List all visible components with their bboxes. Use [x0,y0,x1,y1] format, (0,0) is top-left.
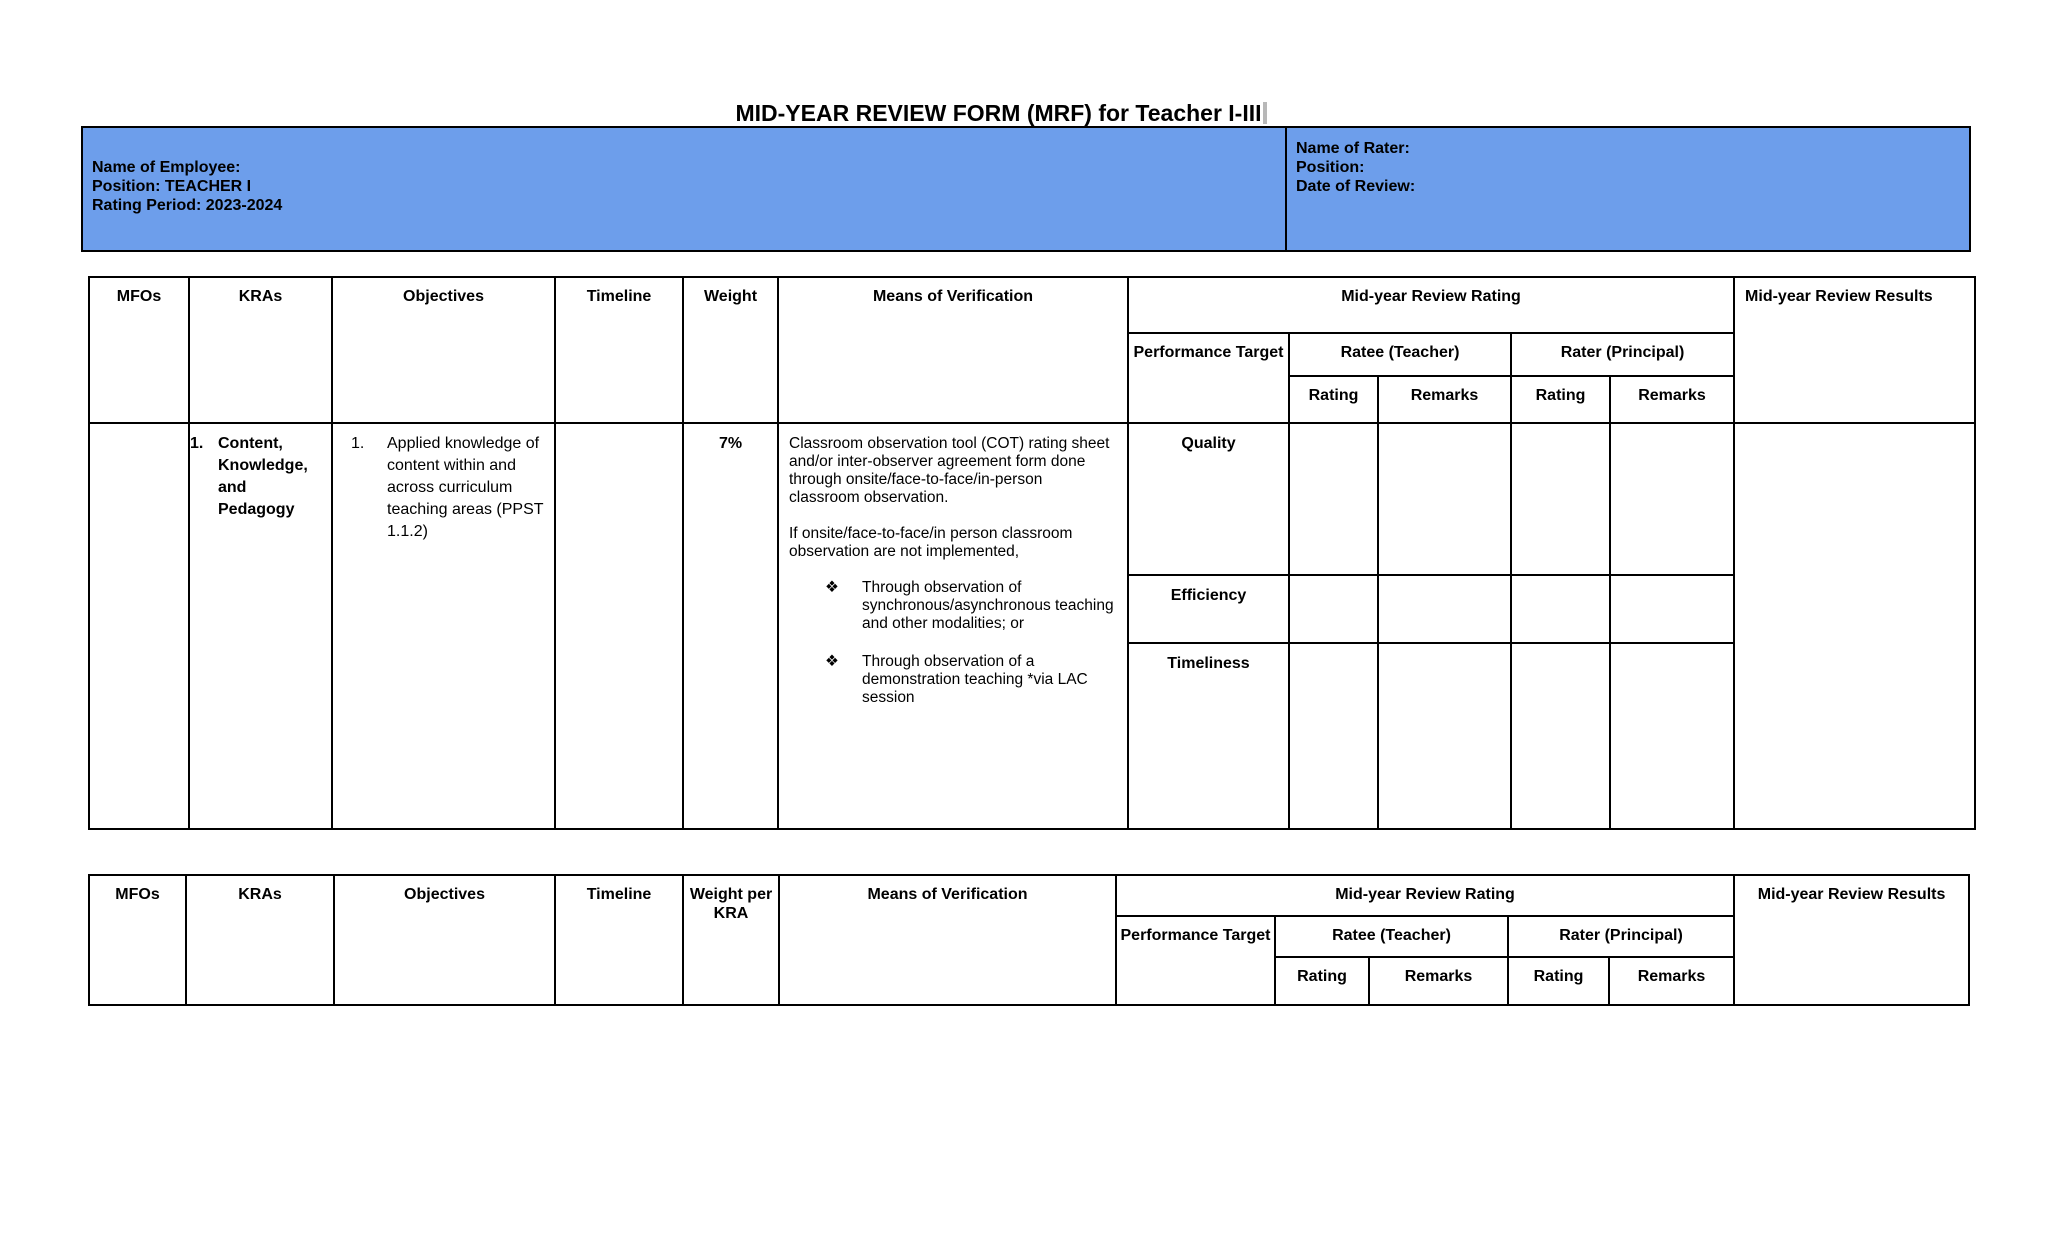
timeliness-ratee-remarks[interactable] [1378,643,1511,829]
header-rater-rating: Rating [1508,957,1609,1005]
employee-info-box [81,126,1971,252]
cell-timeline [555,423,683,829]
quality-rater-remarks[interactable] [1610,423,1734,575]
kra-text: Content, Knowledge, and Pedagogy [218,435,308,518]
header-mfos: MFOs [89,875,186,1005]
timeliness-rater-rating[interactable] [1511,643,1610,829]
efficiency-rater-rating[interactable] [1511,575,1610,643]
page-title [0,100,2002,127]
target-timeliness: Timeliness [1128,643,1289,829]
mov-bullet-1-text: Through observation of synchronous/asynchronous teaching and other modalities; or [862,579,1114,632]
cell-kra [189,423,332,829]
employee-info [92,158,282,215]
header-timeline: Timeline [555,875,683,1005]
header-rater-rating: Rating [1511,376,1610,423]
form-title: MID-YEAR REVIEW FORM (MRF) for Teacher I-III [735,100,1262,126]
bullet-diamond-icon: ❖ [825,653,839,670]
header-performance-target: Performance Target [1128,333,1289,423]
header-weight-per-kra: Weight per KRA [683,875,779,1005]
timeliness-ratee-rating[interactable] [1289,643,1378,829]
cell-objective [332,423,555,829]
target-efficiency: Efficiency [1128,575,1289,643]
header-performance-target: Performance Target [1116,916,1275,1005]
header-ratee-rating: Rating [1275,957,1369,1005]
mov-paragraph-1: Classroom observation tool (COT) rating sheet and/or inter-observer agreement form done through onsite/face-to-face/in-person classroom observation. [789,435,1110,506]
mov-bullet-2 [789,653,1117,707]
header-rater-remarks: Remarks [1609,957,1734,1005]
rater-name-label: Name of Rater: [1296,140,1410,157]
header-ratee: Ratee (Teacher) [1289,333,1511,376]
header-results: Mid-year Review Results [1734,875,1969,1005]
header-objectives: Objectives [332,277,555,423]
mov-bullet-2-text: Through observation of a demonstration teaching *via LAC session [862,653,1088,706]
header-rating-group: Mid-year Review Rating [1116,875,1734,916]
info-divider [1285,128,1287,250]
employee-position: Position: TEACHER I [92,178,252,195]
objective-number: 1. [351,435,365,452]
efficiency-ratee-rating[interactable] [1289,575,1378,643]
quality-ratee-rating[interactable] [1289,423,1378,575]
header-mov: Means of Verification [779,875,1116,1005]
mov-paragraph-2: If onsite/face-to-face/in person classroom observation are not implemented, [789,525,1073,560]
header-weight: Weight [683,277,778,423]
header-kras: KRAs [186,875,334,1005]
quality-ratee-remarks[interactable] [1378,423,1511,575]
review-table-1 [88,276,1976,830]
header-rater: Rater (Principal) [1511,333,1734,376]
header-rater: Rater (Principal) [1508,916,1734,957]
header-mov: Means of Verification [778,277,1128,423]
header-ratee-remarks: Remarks [1369,957,1508,1005]
header-rating-group: Mid-year Review Rating [1128,277,1734,333]
rater-info [1296,139,1415,196]
header-kras: KRAs [189,277,332,423]
cell-results[interactable] [1734,423,1975,829]
timeliness-rater-remarks[interactable] [1610,643,1734,829]
header-ratee-rating: Rating [1289,376,1378,423]
header-objectives: Objectives [334,875,555,1005]
efficiency-ratee-remarks[interactable] [1378,575,1511,643]
text-cursor [1263,102,1267,124]
bullet-diamond-icon: ❖ [825,579,839,596]
header-rater-remarks: Remarks [1610,376,1734,423]
cell-means-of-verification [778,423,1128,829]
kra-number: 1. [190,435,204,452]
mov-bullet-1 [789,579,1117,633]
cell-mfos [89,423,189,829]
target-quality: Quality [1128,423,1289,575]
header-ratee-remarks: Remarks [1378,376,1511,423]
header-ratee: Ratee (Teacher) [1275,916,1508,957]
header-results: Mid-year Review Results [1734,277,1975,423]
header-mfos: MFOs [89,277,189,423]
objective-text: Applied knowledge of content within and across curriculum teaching areas (PPST 1.1.2) [387,435,544,540]
cell-weight: 7% [683,423,778,829]
rating-period: Rating Period: 2023-2024 [92,197,283,214]
quality-rater-rating[interactable] [1511,423,1610,575]
review-table-2 [88,874,1970,1006]
header-timeline: Timeline [555,277,683,423]
rater-position-label: Position: [1296,159,1365,176]
efficiency-rater-remarks[interactable] [1610,575,1734,643]
employee-name-label: Name of Employee: [92,159,241,176]
review-date-label: Date of Review: [1296,178,1416,195]
